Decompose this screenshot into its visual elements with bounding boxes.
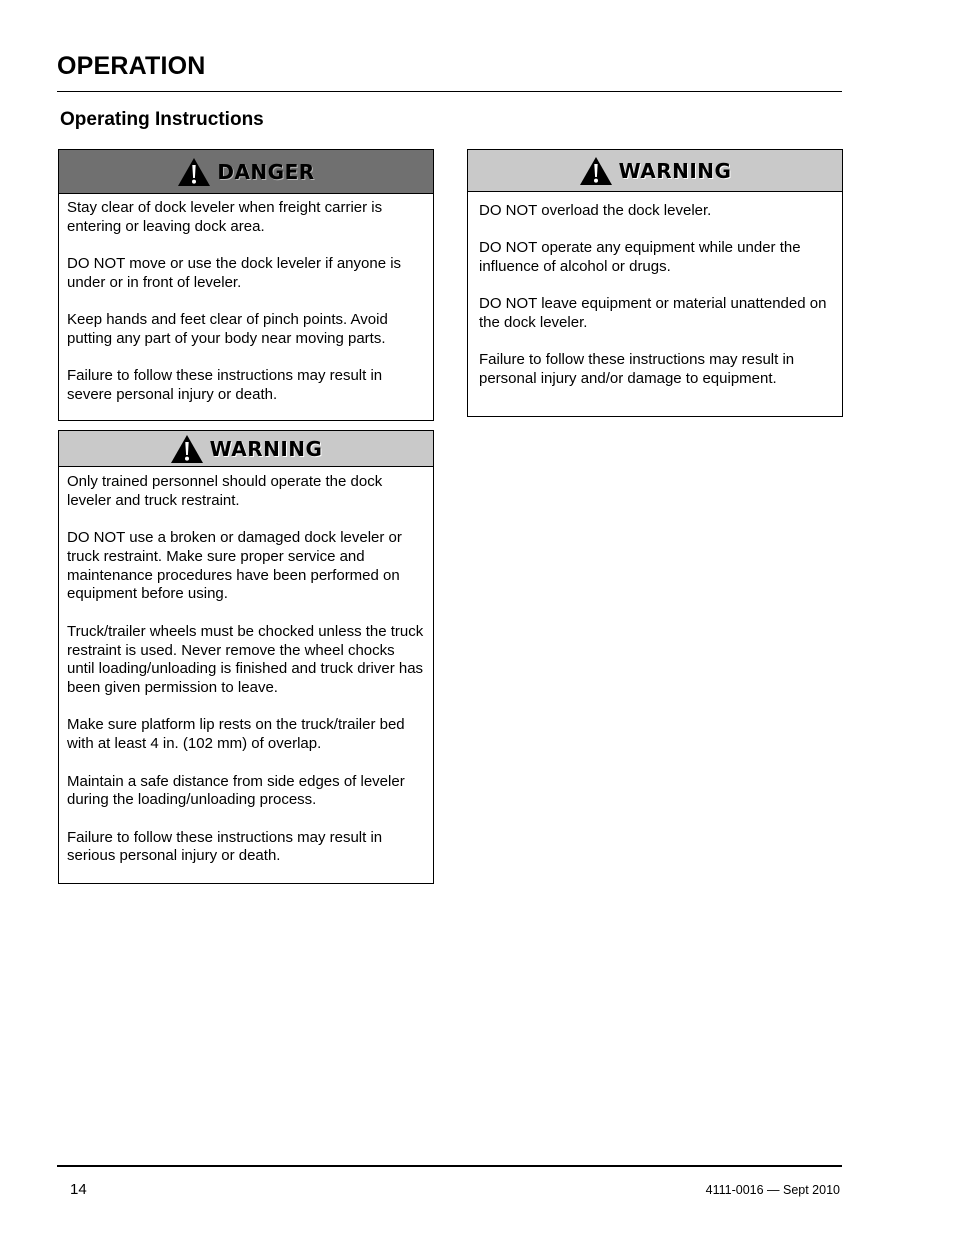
warning-triangle-icon [177,157,211,187]
warning-label: WARNING [618,158,732,183]
warning-paragraph: Only trained personnel should operate the dock leveler and truck restraint. [67,473,383,509]
danger-body [59,194,433,405]
warning-header-left [59,431,433,467]
top-divider [57,91,842,92]
warning-paragraph: Make sure platform lip rests on the truck/trailer bed with at least 4 in. (102 mm) of overlap. [67,716,405,753]
warning-label: WARNING [209,436,323,461]
footer-divider [57,1165,842,1167]
warning-body-left [59,467,433,866]
warning-header-right [468,150,842,192]
danger-paragraph: Failure to follow these instructions may result in severe personal injury or death. [67,367,383,404]
warning-triangle-icon [579,156,613,186]
document-id: 4111-0016 — Sept 2010 [705,1183,840,1197]
warning-paragraph: Truck/trailer wheels must be chocked unless the truck restraint is used. Never remove the wheel chocks until loading/unloading is finished and truck driver has been given permission to leave. [67,622,424,697]
danger-box [58,149,434,421]
section-title: OPERATION [57,52,206,80]
warning-paragraph: Failure to follow these instructions may result in serious personal injury or death. [67,828,383,865]
page-number: 14 [70,1181,87,1198]
subsection-title: Operating Instructions [60,109,264,130]
danger-label: DANGER [217,159,315,184]
warning-paragraph: DO NOT overload the dock leveler. [479,202,712,219]
warning-paragraph: DO NOT operate any equipment while under the influence of alcohol or drugs. [479,239,801,276]
danger-paragraph: DO NOT move or use the dock leveler if anyone is under or in front of leveler. [67,255,402,291]
warning-box-right [467,149,843,417]
danger-paragraph: Stay clear of dock leveler when freight carrier is entering or leaving dock area. [67,199,383,235]
danger-header [59,150,433,194]
warning-triangle-icon [170,434,204,464]
warning-box-left [58,430,434,884]
warning-paragraph: Maintain a safe distance from side edges of leveler during the loading/unloading process. [67,772,405,809]
warning-body-right [468,192,842,389]
warning-paragraph: DO NOT leave equipment or material unattended on the dock leveler. [479,295,827,332]
warning-paragraph: DO NOT use a broken or damaged dock leveler or truck restraint. Make sure proper service and maintenance procedures have been performed on equipment before using. [67,529,402,603]
danger-paragraph: Keep hands and feet clear of pinch points. Avoid putting any part of your body near moving parts. [67,311,388,347]
warning-paragraph: Failure to follow these instructions may result in personal injury and/or damage to equipment. [479,351,795,388]
